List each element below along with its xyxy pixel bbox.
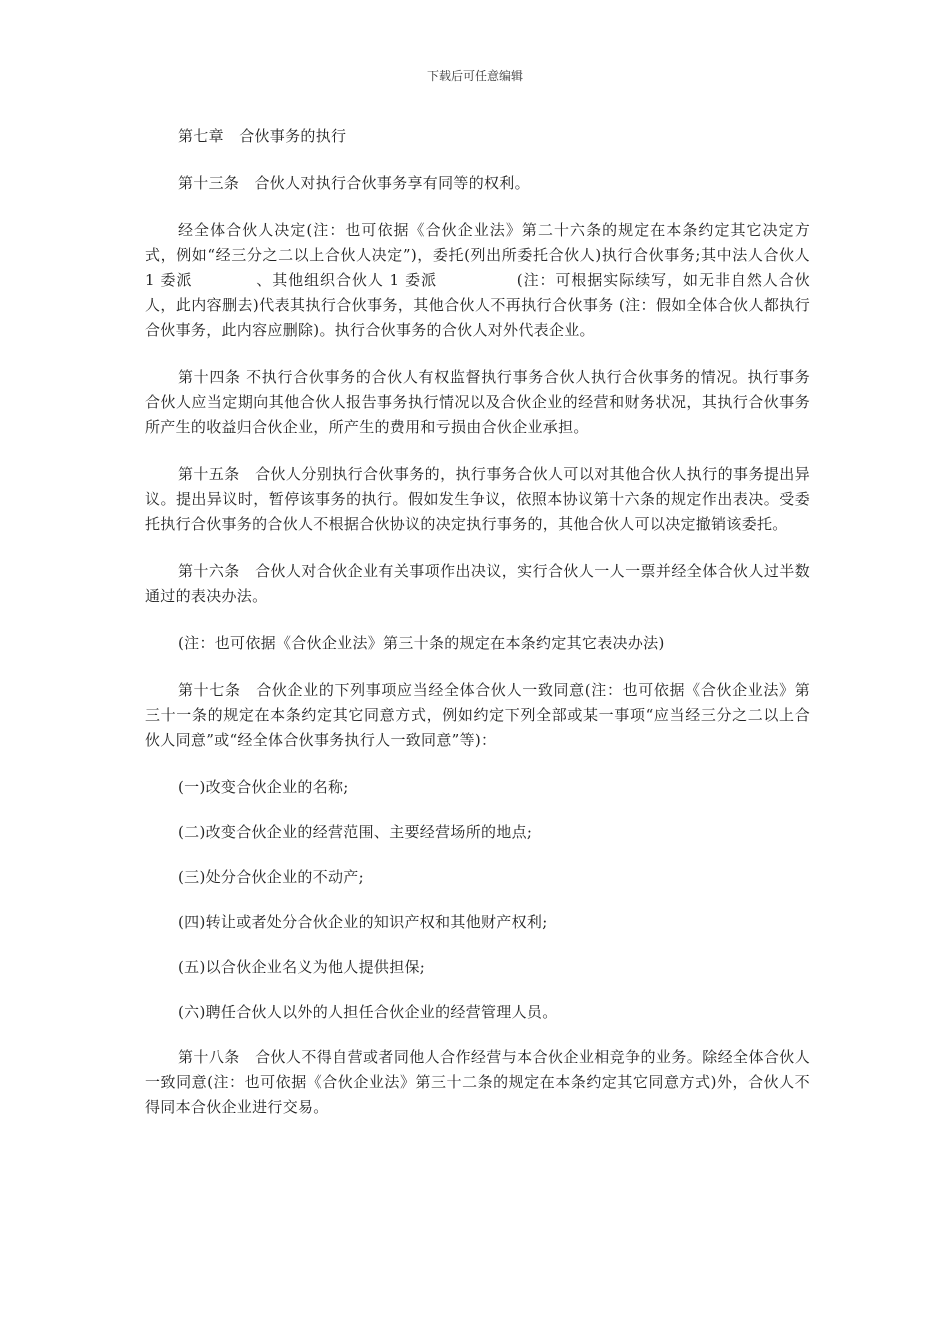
article-13-body: 经全体合伙人决定(注：也可依据《合伙企业法》第二十六条的规定在本条约定其它决定方式，例如“经三分之二以上合伙人决定”)，委托(列出所委托合伙人)执行合伙事务;其中法人合伙人 1 委派 、其他组织合伙人 1 委派 (注：可根据实际续写，如无非自然人合伙人，此内容删去)代表其执行合伙事务，其他合伙人不再执行合伙事务 (注：假如全体合伙人都执行合伙事务，此内容应删除)。执行合伙事务的合伙人对外代表企业。 (145, 221, 810, 339)
page-header: 下载后可任意编辑 (426, 69, 523, 83)
article-18: 第十八条 合伙人不得自营或者同他人合作经营与本合伙企业相竞争的业务。除经全体合伙人一致同意(注：也可依据《合伙企业法》第三十二条的规定在本条约定其它同意方式)外，合伙人不得同本合伙企业进行交易。 (145, 1048, 810, 1116)
list-item: (二)改变合伙企业的经营范围、主要经营场所的地点; (178, 823, 533, 841)
article-17: 第十七条 合伙企业的下列事项应当经全体合伙人一致同意(注：也可依据《合伙企业法》第三十一条的规定在本条约定其它同意方式，例如约定下列全部或某一事项“应当经三分之二以上合伙人同意”或“经全体合伙事务执行人一致同意”等)： (145, 681, 810, 749)
document-body (145, 124, 810, 1142)
article-15: 第十五条 合伙人分别执行合伙事务的，执行事务合伙人可以对其他合伙人执行的事务提出异议。提出异议时，暂停该事务的执行。假如发生争议，依照本协议第十六条的规定作出表决。受委托执行合伙事务的合伙人不根据合伙协议的决定执行事务的，其他合伙人可以决定撤销该委托。 (145, 465, 810, 533)
article-14: 第十四条 不执行合伙事务的合伙人有权监督执行事务合伙人执行合伙事务的情况。执行事务合伙人应当定期向其他合伙人报告事务执行情况以及合伙企业的经营和财务状况，其执行合伙事务所产生的收益归合伙企业，所产生的费用和亏损由合伙企业承担。 (145, 368, 810, 436)
list-item: (三)处分合伙企业的不动产; (178, 868, 364, 886)
list-item: (一)改变合伙企业的名称; (178, 778, 349, 796)
article-16-note: (注：也可依据《合伙企业法》第三十条的规定在本条约定其它表决办法) (178, 634, 665, 652)
chapter-title: 第七章 合伙事务的执行 (178, 127, 347, 145)
article-13-heading: 第十三条 合伙人对执行合伙事务享有同等的权利。 (178, 174, 530, 192)
list-item: (五)以合伙企业名义为他人提供担保; (178, 958, 426, 976)
article-16: 第十六条 合伙人对合伙企业有关事项作出决议，实行合伙人一人一票并经全体合伙人过半数通过的表决办法。 (145, 562, 810, 605)
list-item: (四)转让或者处分合伙企业的知识产权和其他财产权利; (178, 913, 548, 931)
list-item: (六)聘任合伙人以外的人担任合伙企业的经营管理人员。 (178, 1003, 558, 1021)
